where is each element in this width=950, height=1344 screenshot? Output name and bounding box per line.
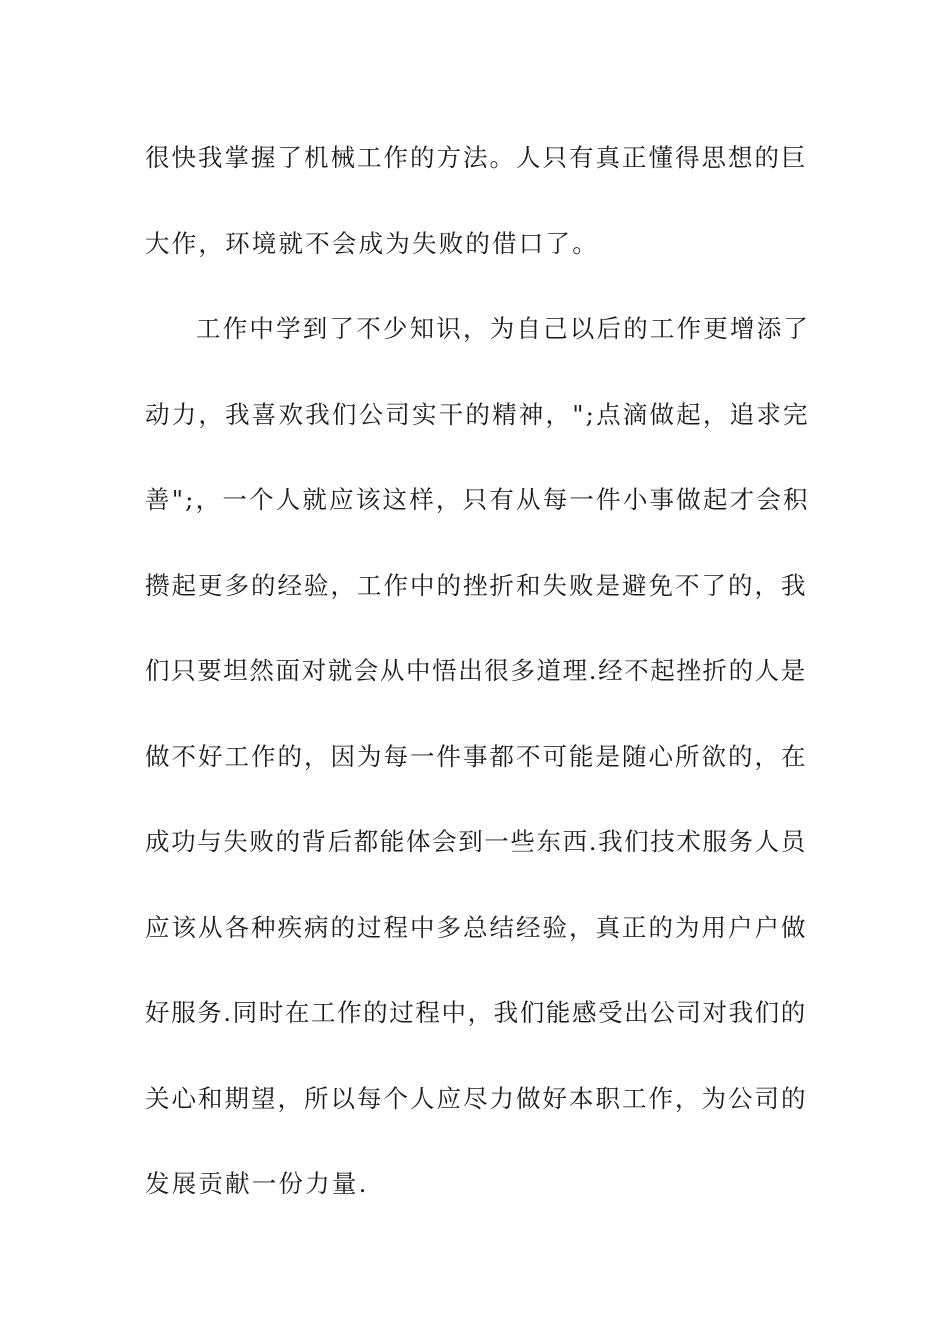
text-line-10: 应该从各种疾病的过程中多总结经验，真正的为用户户做 <box>145 913 808 942</box>
text-line-2: 大作，环境就不会成为失败的借口了。 <box>145 229 599 258</box>
text-line-1: 很快我掌握了机械工作的方法。人只有真正懂得思想的巨 <box>145 143 808 172</box>
text-line-8: 做不好工作的，因为每一件事都不可能是随心所欲的，在 <box>145 742 808 771</box>
text-line-6: 攒起更多的经验，工作中的挫折和失败是避免不了的，我 <box>145 571 808 600</box>
text-line-4: 动力，我喜欢我们公司实干的精神，";点滴做起，追求完 <box>145 400 810 429</box>
text-line-12: 关心和期望，所以每个人应尽力做好本职工作，为公司的 <box>145 1084 808 1113</box>
text-line-5: 善";，一个人就应该这样，只有从每一件小事做起才会积 <box>145 485 810 514</box>
text-line-13: 发展贡献一份力量. <box>145 1169 369 1198</box>
text-line-7: 们只要坦然面对就会从中悟出很多道理.经不起挫折的人是 <box>145 656 807 685</box>
text-line-3: 工作中学到了不少知识，为自己以后的工作更增添了 <box>196 314 811 343</box>
text-line-9: 成功与失败的背后都能体会到一些东西.我们技术服务人员 <box>145 827 807 856</box>
text-line-11: 好服务.同时在工作的过程中，我们能感受出公司对我们的 <box>145 998 807 1027</box>
